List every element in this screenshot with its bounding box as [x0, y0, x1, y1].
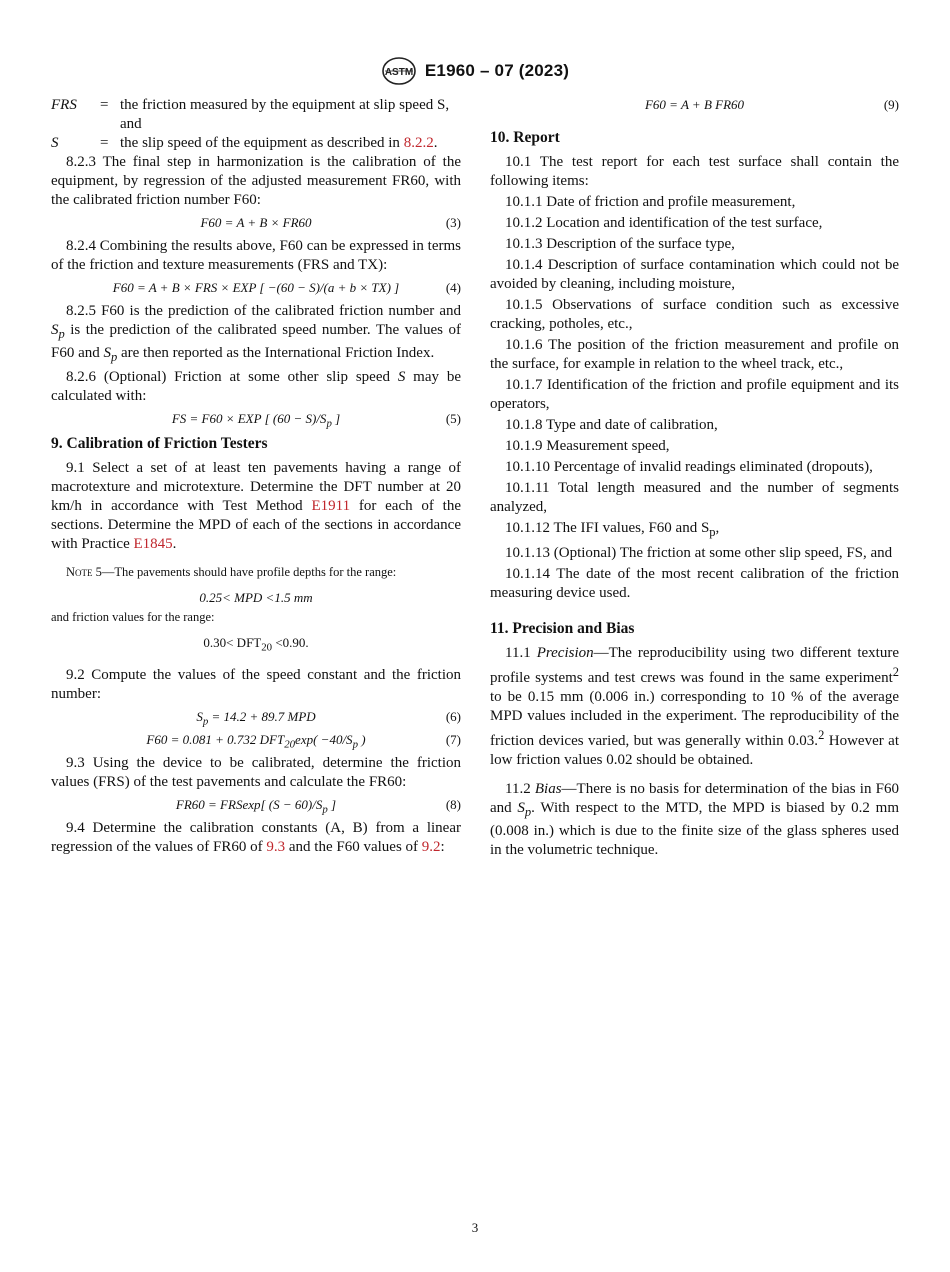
report-item-6: 10.1.6 The position of the friction measurement and profile on the surface, for example in relation to the wheel track, etc., — [490, 337, 899, 372]
link-9-3[interactable]: 9.3 — [266, 838, 286, 855]
equation-4: F60 = A + B × FRS × EXP [ −(60 − S)/(a + b × TX) ] (4) — [112, 280, 461, 295]
equation-8: FR60 = FRSexp[ $(S - 60)/S_p$ ] (8) — [175, 796, 461, 816]
paragraph-9-2: 9.2 Compute the values of the speed constant and the friction number: — [51, 666, 461, 702]
report-item-10: 10.1.10 Percentage of invalid readings eliminated (dropouts), — [505, 459, 873, 475]
document-designation: E1960 – 07 (2023) — [424, 61, 570, 80]
report-item-4: 10.1.4 Description of surface contamination which could not be avoided by cleaning, including moisture, — [490, 257, 899, 292]
report-item-7: 10.1.7 Identification of the friction and profile equipment and its operators, — [490, 377, 899, 412]
paragraph-11-1: 11.1 Precision—The reproducibility using two different texture profile systems and test crews was found in the same experiment$^2$ to be 0.15 mm (0.006 in.) corresponding to 10 % of the average MPD values included in the experiment. The reproducibility of the friction devices varied, but was generally within 0.03.$^2$ However at low friction values 0.02 should be obtained. — [490, 645, 899, 768]
link-e1845[interactable]: E1845 — [133, 536, 173, 552]
report-item-13: 10.1.13 (Optional) The friction at some other slip speed, FS, and — [505, 545, 893, 561]
report-item-9: 10.1.9 Measurement speed, — [505, 438, 670, 454]
paragraph-8-2-4: 8.2.4 Combining the results above, F60 can be expressed in terms of the friction and texture measurements (FRS and TX): — [51, 238, 461, 273]
range-mpd: 0.25< MPD <1.5 mm — [199, 590, 313, 605]
range-dft: $0.30< DFT_{20} <0.90$. — [203, 635, 309, 654]
right-column — [490, 96, 899, 862]
paragraph-8-2-5: 8.2.5 F60 is the prediction of the calibrated friction number and $S_p$ is the prediction of the calibrated speed number. The values of F60 and $S_p$ are then reported as the International Friction Index. — [51, 303, 461, 364]
svg-text:ASTM: ASTM — [384, 67, 414, 78]
equation-7: F60 = 0.081 + 0.732 $DFT_{20}\exp( -40/S_p$ ) (7) — [146, 731, 461, 751]
link-9-2[interactable]: 9.2 — [421, 838, 441, 855]
paragraph-8-2-6: 8.2.6 (Optional) Friction at some other slip speed S may be calculated with: — [51, 369, 461, 404]
report-item-11: 10.1.11 Total length measured and the number of segments analyzed, — [490, 480, 899, 515]
definition-frs: FRS = the friction measured by the equipment at slip speed S, and — [51, 97, 450, 132]
paragraph-9-1: 9.1 Select a set of at least ten pavements having a range of macrotexture and microtexture. Determine the DFT number at 20 km/h in accordance with Test Method E1911 for each of the sections. Determine the MPD of each of the sections in accordance with Practice E1845. — [51, 460, 461, 552]
page-header — [0, 56, 950, 86]
equation-9: F60 = A + B FR60 (9) — [644, 97, 899, 112]
page-number: 3 — [471, 1220, 479, 1235]
equation-6: $S_p = 14.2 + 89.7$ MPD (6) — [196, 708, 461, 728]
report-item-2: 10.1.2 Location and identification of the test surface, — [505, 215, 823, 231]
report-item-8: 10.1.8 Type and date of calibration, — [505, 417, 718, 433]
astm-logo-icon — [381, 56, 417, 86]
report-item-3: 10.1.3 Description of the surface type, — [505, 236, 735, 252]
report-item-1: 10.1.1 Date of friction and profile measurement, — [505, 194, 796, 210]
paragraph-10-1: 10.1 The test report for each test surface shall contain the following items: — [490, 154, 899, 189]
paragraph-9-4: 9.4 Determine the calibration constants (A, B) from a linear regression of the values of FR60 of 9.3 and the F60 values of 9.2: — [51, 819, 461, 855]
report-item-5: 10.1.5 Observations of surface condition such as excessive cracking, potholes, etc., — [490, 297, 899, 332]
note-5-continued: and friction values for the range: — [51, 610, 215, 624]
report-item-14: 10.1.14 The date of the most recent calibration of the friction measuring device used. — [490, 566, 899, 601]
link-8-2-2[interactable]: 8.2.2 — [403, 135, 434, 151]
report-item-12: 10.1.12 The IFI values, F60 and $S_p$, — [505, 520, 720, 539]
paragraph-11-2: 11.2 Bias—There is no basis for determination of the bias in F60 and $S_p$. With respect to the MTD, the MPD is biased by 0.2 mm (0.008 in.) which is due to the finite size of the glass spheres used in the volumetric technique. — [490, 781, 899, 858]
equation-3: F60 = A + B × FR60 (3) — [200, 215, 461, 230]
paragraph-8-2-3: 8.2.3 The final step in harmonization is the calibration of the equipment, by regression of the adjusted measurement FR60, with the calibrated friction number F60: — [51, 154, 461, 208]
paragraph-9-3: 9.3 Using the device to be calibrated, determine the friction values (FRS) of the test pavements and calculate the FR60: — [51, 754, 461, 790]
left-column — [51, 96, 461, 858]
link-e1911[interactable]: E1911 — [311, 498, 351, 514]
definition-s: S = the slip speed of the equipment as described in 8.2.2. — [51, 135, 438, 151]
section-heading-11: 11. Precision and Bias — [490, 620, 635, 637]
section-heading-9: 9. Calibration of Friction Testers — [51, 435, 268, 452]
section-heading-10: 10. Report — [490, 129, 560, 146]
note-5: Note 5—The pavements should have profile depths for the range: — [66, 565, 397, 579]
equation-5: FS = F60 × EXP [ $(60 - S)/S_p$ ] (5) — [171, 411, 461, 430]
